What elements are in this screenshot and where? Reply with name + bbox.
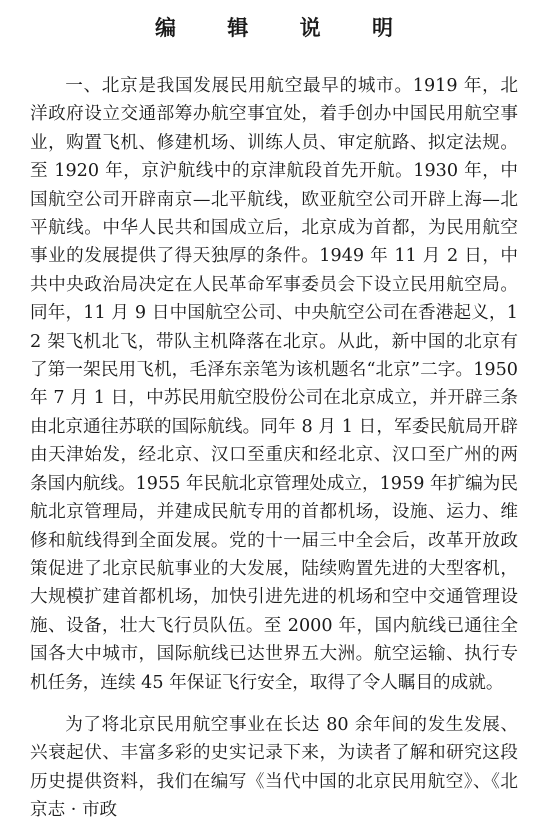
paragraph-2: 为了将北京民用航空事业在长达 80 余年间的发生发展、兴衰起伏、丰富多彩的史实记录下来，为读者了解和研究这段历史提供资料，我们在编写《当代中国的北京民用航空》、《北京志 · 市政 xyxy=(30,714,518,821)
paragraph-1: 一、北京是我国发展民用航空最早的城市。1919 年，北洋政府设立交通部筹办航空事宜处，着手创办中国民用航空事业，购置飞机、修建机场、训练人员、审定航路、拟定法规。至 1920 年，京沪航线中的京津航段首先开航。1930 年，中国航空公司开辟南京—北平航线，欧亚航空公司开辟上海—北平航线。中华人民共和国成立后，北京成为首都，为民用航空事业的发展提供了得天独厚的条件。1949 年 11 月 2 日，中共中央政治局决定在人民革命军事委员会下设立民用航空局。同年，11 月 9 日中国航空公司、中央航空公司在香港起义，12 架飞机北飞，带队主机降落在北京。从此，新中国的北京有了第一架民用飞机，毛泽东亲笔为该机题名“北京”二字。1950 年 7 月 1 日，中苏民用航空股份公司在北京成立，并开辟三条由北京通往苏联的国际航线。同年 8 月 1 日，军委民航局开辟由天津始发，经北京、汉口至重庆和经北京、汉口至广州的两条国内航线。1955 年民航北京管理处成立，1959 年扩编为民航北京管理局，并建成民航专用的首都机场，设施、运力、维修和航线得到全面发展。党的十一届三中全会后，改革开放政策促进了北京民航事业的大发展，陆续购置先进的大型客机，大规模扩建首都机场，加快引进先进的机场和空中交通管理设施、设备，壮大飞行员队伍。至 2000 年，国内航线已通往全国各大中城市，国际航线已达世界五大洲。航空运输、执行专机任务，连续 45 年保证飞行安全，取得了令人瞩目的成就。 xyxy=(30,76,518,693)
page-title: 编 辑 说 明 xyxy=(155,15,415,40)
